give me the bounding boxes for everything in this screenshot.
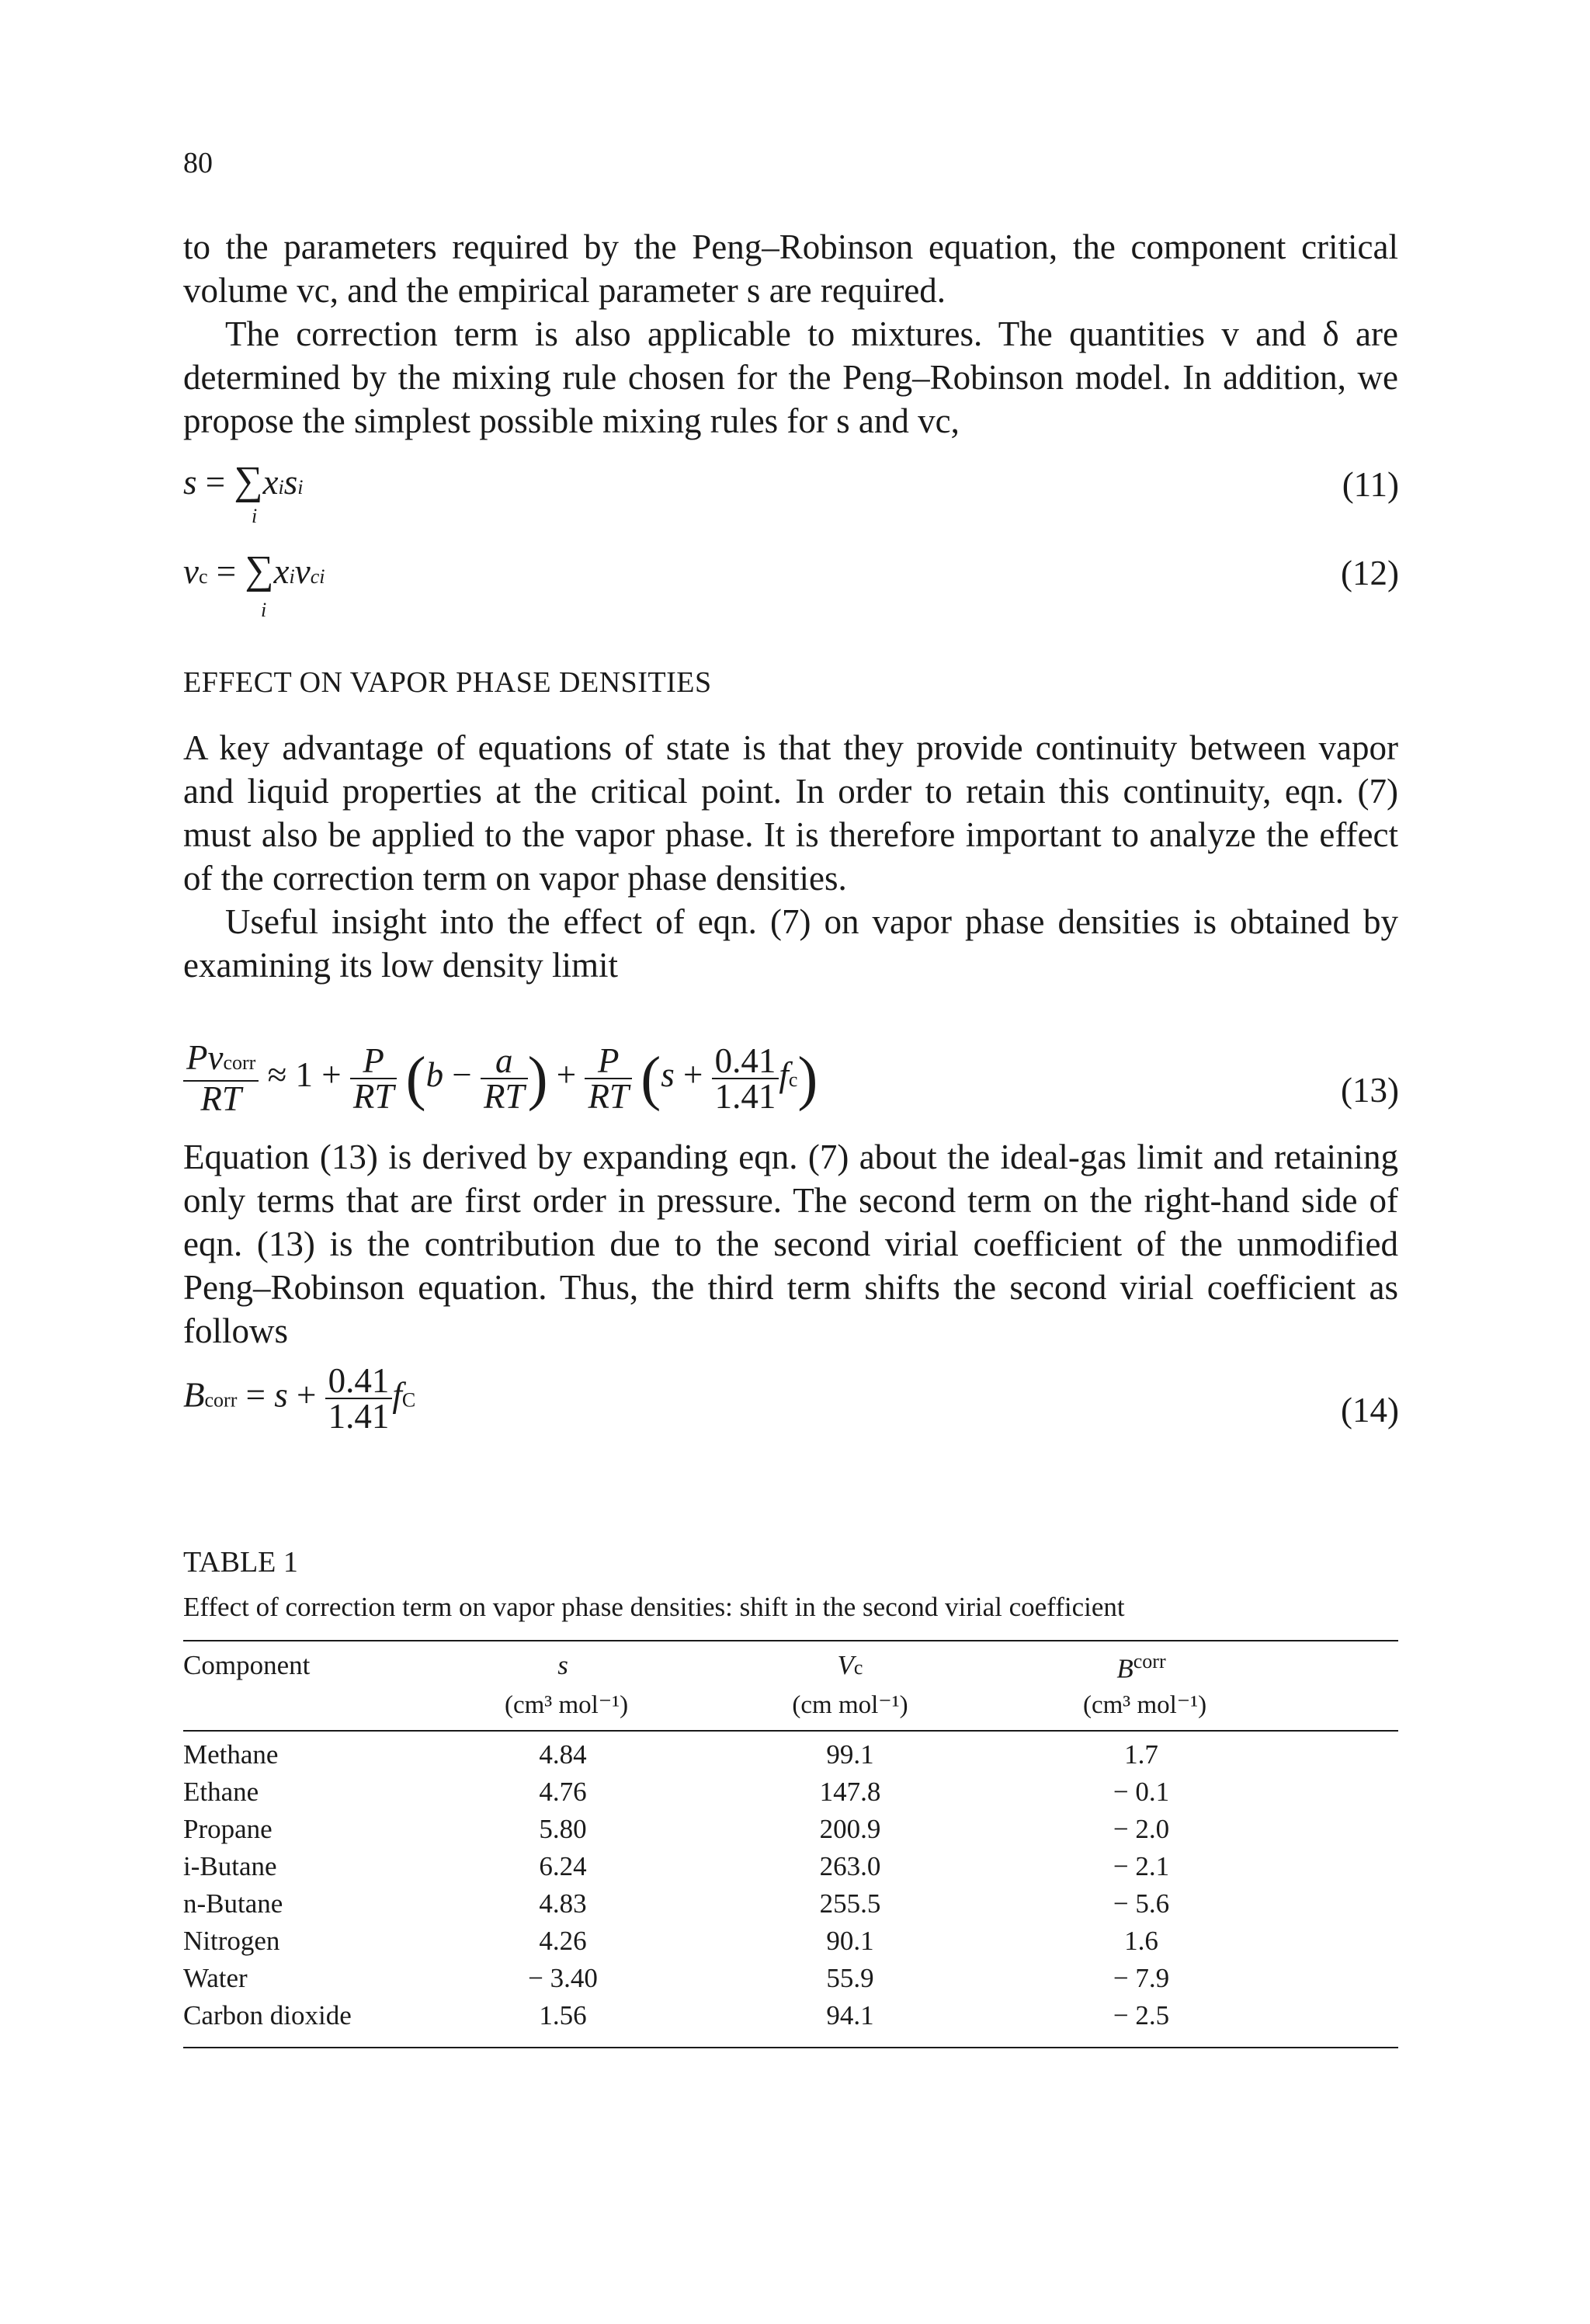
section-text bbox=[183, 726, 1398, 987]
paragraph-5: Equation (13) is derived by expanding eqn. (7) about the ideal-gas limit and retaining only terms that are first order in pressure. The second term on the right-hand side of eqn. (13) is the contribution due to the second virial coefficient of the unmodified Peng–Robinson equation. Thus, the third term shifts the second virial coefficient as follows bbox=[183, 1138, 1398, 1350]
cell-vc: 255.5 bbox=[819, 1888, 881, 1919]
eq14-denominator: 1.41 bbox=[328, 1397, 390, 1436]
cell-bcorr: 1.7 bbox=[1124, 1739, 1158, 1770]
paragraph-5-block bbox=[183, 1135, 1398, 1353]
cell-s: 4.84 bbox=[539, 1739, 587, 1770]
cell-bcorr: − 2.1 bbox=[1113, 1851, 1170, 1881]
eq13-denominator: 1.41 bbox=[714, 1076, 776, 1116]
eq13-numerator: 0.41 bbox=[712, 1044, 779, 1079]
section-heading: EFFECT ON VAPOR PHASE DENSITIES bbox=[183, 666, 712, 699]
equation-14-number: (14) bbox=[1341, 1391, 1399, 1429]
header-vc bbox=[788, 1650, 912, 1681]
header-vc-symbol: V bbox=[837, 1650, 854, 1680]
cell-bcorr: − 7.9 bbox=[1113, 1963, 1170, 1993]
cell-vc: 99.1 bbox=[826, 1739, 874, 1770]
equation-14: Bcorr = s + $\frac{0.41}{1.41}$ fC bbox=[183, 1361, 416, 1436]
header-s-unit: (cm³ mol⁻¹) bbox=[505, 1691, 629, 1719]
cell-bcorr: 1.6 bbox=[1124, 1926, 1158, 1956]
cell-component: Nitrogen bbox=[183, 1926, 280, 1956]
header-component: Component bbox=[183, 1650, 311, 1680]
intro-text bbox=[183, 225, 1398, 443]
cell-vc: 263.0 bbox=[819, 1851, 881, 1881]
table-label: TABLE 1 bbox=[183, 1546, 298, 1579]
equation-11: s = ∑xisi i bbox=[183, 459, 304, 527]
cell-component: Carbon dioxide bbox=[183, 2000, 352, 2030]
equation-12: vc = ∑xivci i bbox=[183, 548, 325, 621]
equation-13: $\frac{\text{Pvcorr}}{RT}$ ≈ 1 + $\frac{P}{RT}$ (b − $\frac{a}{RT}$ ) + $\frac{P}{RT}$ (s + $\frac{0.41}{1.41}$ fc) bbox=[183, 1040, 818, 1116]
paragraph-2: The correction term is also applicable to mixtures. The quantities v and δ are determined by the mixing rule chosen for the Peng–Robinson model. In addition, we propose the simplest possible mixing rules for s and vc, bbox=[183, 314, 1398, 440]
cell-s: 5.80 bbox=[539, 1814, 587, 1844]
cell-s: 4.83 bbox=[539, 1888, 587, 1919]
cell-component: n-Butane bbox=[183, 1888, 283, 1919]
header-s: s bbox=[557, 1650, 568, 1680]
page-number: 80 bbox=[183, 147, 213, 179]
header-vc-subscript: c bbox=[853, 1656, 863, 1679]
cell-vc: 90.1 bbox=[826, 1926, 874, 1956]
cell-component: Water bbox=[183, 1963, 248, 1993]
paragraph-4: Useful insight into the effect of eqn. (7) on vapor phase densities is obtained by examining its low density limit bbox=[183, 902, 1398, 985]
cell-vc: 55.9 bbox=[826, 1963, 874, 1993]
header-b-unit: (cm³ mol⁻¹) bbox=[1083, 1691, 1207, 1719]
header-b-superscript: corr bbox=[1133, 1650, 1166, 1673]
cell-s: 1.56 bbox=[539, 2000, 587, 2030]
cell-s: 4.76 bbox=[539, 1777, 587, 1807]
cell-bcorr: − 2.0 bbox=[1113, 1814, 1170, 1844]
table-bottom-rule bbox=[183, 2047, 1398, 2048]
cell-bcorr: − 2.5 bbox=[1113, 2000, 1170, 2030]
table-top-rule bbox=[183, 1640, 1398, 1641]
equation-13-number: (13) bbox=[1341, 1071, 1399, 1110]
header-b bbox=[1083, 1650, 1199, 1685]
equation-12-number: (12) bbox=[1341, 554, 1399, 592]
cell-component: Methane bbox=[183, 1739, 279, 1770]
equation-11-number: (11) bbox=[1342, 465, 1399, 504]
cell-s: 6.24 bbox=[539, 1851, 587, 1881]
cell-s: − 3.40 bbox=[528, 1963, 598, 1993]
cell-component: Ethane bbox=[183, 1777, 259, 1807]
paragraph-1: to the parameters required by the Peng–Robinson equation, the component critical volume vc, and the empirical parameter s are required. bbox=[183, 228, 1398, 310]
cell-component: i-Butane bbox=[183, 1851, 277, 1881]
table-header-rule bbox=[183, 1730, 1398, 1732]
paragraph-3: A key advantage of equations of state is that they provide continuity between vapor and liquid properties at the critical point. In order to retain this continuity, eqn. (7) must also be applied to the vapor phase. It is therefore important to analyze the effect of the correction term on vapor phase densities. bbox=[183, 728, 1398, 898]
header-vc-unit: (cm mol⁻¹) bbox=[792, 1691, 908, 1719]
cell-vc: 200.9 bbox=[819, 1814, 881, 1844]
cell-vc: 94.1 bbox=[826, 2000, 874, 2030]
cell-vc: 147.8 bbox=[819, 1777, 881, 1807]
eq14-numerator: 0.41 bbox=[325, 1363, 393, 1399]
cell-s: 4.26 bbox=[539, 1926, 587, 1956]
cell-component: Propane bbox=[183, 1814, 273, 1844]
table-caption: Effect of correction term on vapor phase densities: shift in the second virial coefficient bbox=[183, 1592, 1125, 1622]
header-b-symbol: B bbox=[1116, 1653, 1133, 1684]
cell-bcorr: − 5.6 bbox=[1113, 1888, 1170, 1919]
cell-bcorr: − 0.1 bbox=[1113, 1777, 1170, 1807]
